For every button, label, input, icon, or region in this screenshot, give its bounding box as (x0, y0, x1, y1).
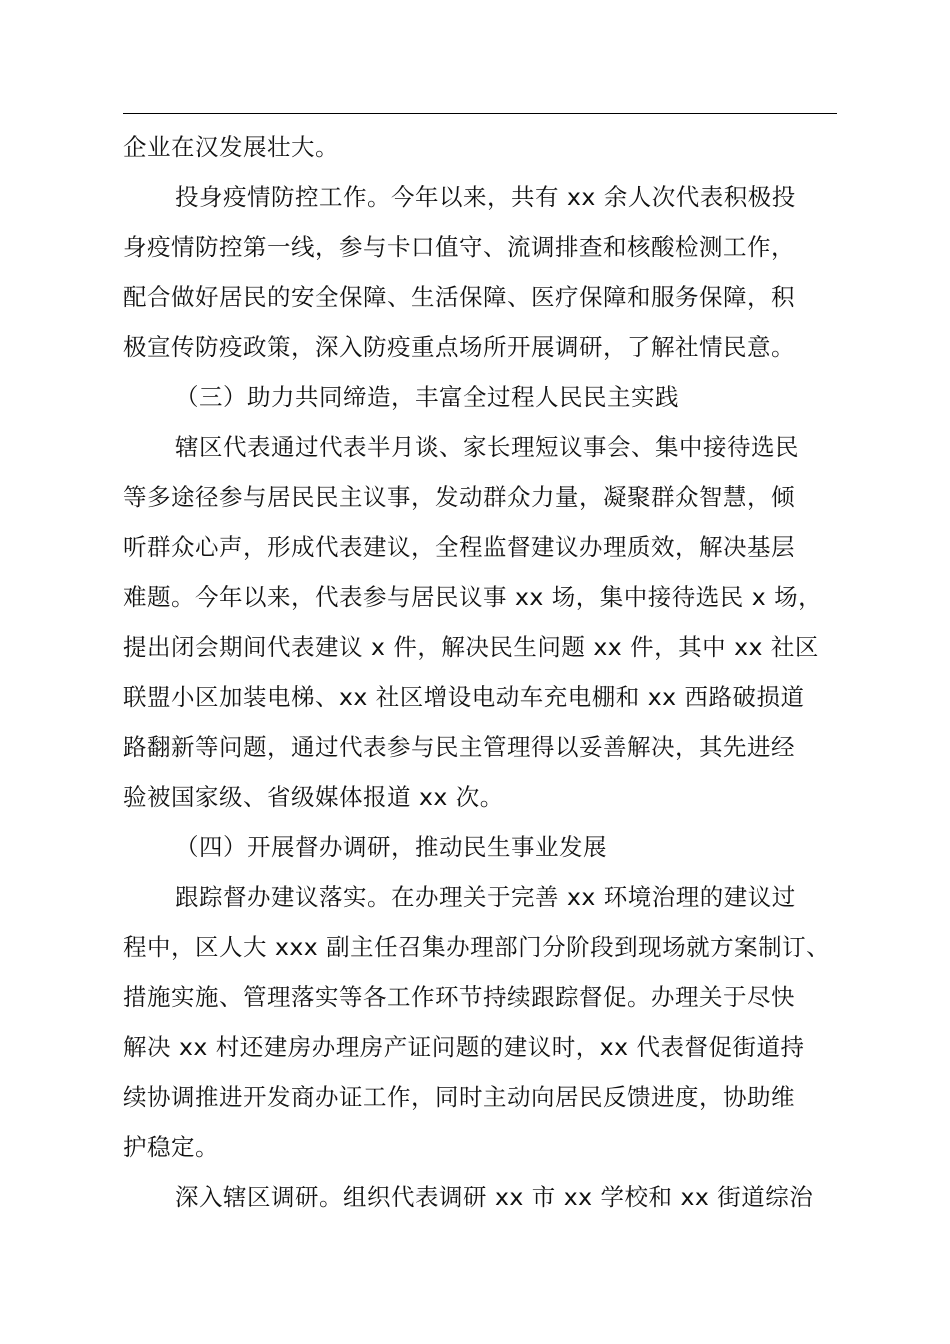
text-line: （三）助力共同缔造，丰富全过程人民民主实践 (175, 383, 679, 411)
document-body (123, 122, 839, 1222)
text-line: 深入辖区调研。组织代表调研 xx 市 xx 学校和 xx 街道综治 (175, 1183, 814, 1211)
text-line: 路翻新等问题，通过代表参与民主管理得以妥善解决，其先进经 (123, 733, 795, 761)
text-line: 程中，区人大 xxx 副主任召集办理部门分阶段到现场就方案制订、 (123, 933, 831, 961)
text-line: 等多途径参与居民民主议事，发动群众力量，凝聚群众智慧，倾 (123, 483, 795, 511)
text-line: 投身疫情防控工作。今年以来，共有 xx 余人次代表积极投 (175, 183, 796, 211)
text-line: 提出闭会期间代表建议 x 件，解决民生问题 xx 件，其中 xx 社区 (123, 633, 819, 661)
text-line: 难题。今年以来，代表参与居民议事 xx 场，集中接待选民 x 场， (123, 583, 823, 611)
text-line: 联盟小区加装电梯、xx 社区增设电动车充电棚和 xx 西路破损道 (123, 683, 805, 711)
header-rule (123, 113, 837, 114)
text-line: 措施实施、管理落实等各工作环节持续跟踪督促。办理关于尽快 (123, 983, 795, 1011)
text-line: 续协调推进开发商办证工作，同时主动向居民反馈进度，协助维 (123, 1083, 795, 1111)
text-line: 验被国家级、省级媒体报道 xx 次。 (123, 783, 504, 811)
text-line: 解决 xx 村还建房办理房产证问题的建议时，xx 代表督促街道持 (123, 1033, 805, 1061)
text-line: 身疫情防控第一线，参与卡口值守、流调排查和核酸检测工作， (123, 233, 795, 261)
text-line: 企业在汉发展壮大。 (123, 133, 339, 161)
text-line: 护稳定。 (123, 1133, 219, 1161)
text-line: 听群众心声，形成代表建议，全程监督建议办理质效，解决基层 (123, 533, 795, 561)
text-line: 跟踪督办建议落实。在办理关于完善 xx 环境治理的建议过 (175, 883, 796, 911)
text-line: 极宣传防疫政策，深入防疫重点场所开展调研，了解社情民意。 (123, 333, 795, 361)
text-line: 配合做好居民的安全保障、生活保障、医疗保障和服务保障，积 (123, 283, 795, 311)
text-line: （四）开展督办调研，推动民生事业发展 (175, 833, 607, 861)
text-line: 辖区代表通过代表半月谈、家长理短议事会、集中接待选民 (175, 433, 799, 461)
